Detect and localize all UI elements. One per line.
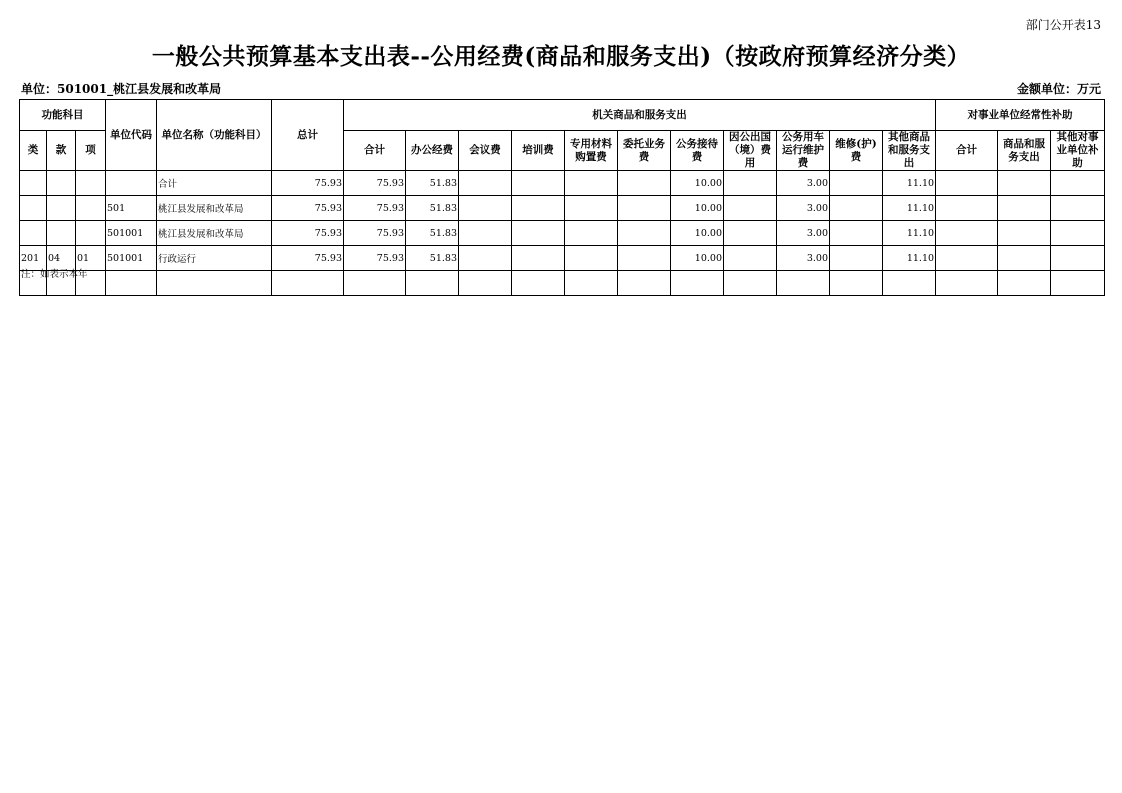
table-row: [20, 246, 1105, 271]
header-row-1: [20, 100, 1105, 131]
header-training: 培训费: [512, 131, 565, 171]
cell-training: [512, 221, 565, 246]
unit-label: 单位：501001_桃江县发展和改革局: [21, 82, 222, 96]
header-unit-code: 单位代码: [106, 100, 157, 171]
cell-materials: [565, 246, 618, 271]
cell-materials: [565, 221, 618, 246]
empty-cell: [406, 271, 459, 296]
cell-other-goods: 11.10: [883, 171, 936, 196]
cell-unit-name: 行政运行: [157, 246, 272, 271]
header-subsidy-group: 对事业单位经常性补助: [936, 100, 1105, 131]
expenditure-table: [19, 99, 1105, 296]
header-meeting: 会议费: [459, 131, 512, 171]
cell-commission: [618, 246, 671, 271]
cell-unit-name: 桃江县发展和改革局: [157, 196, 272, 221]
cell-vehicle: 3.00: [777, 221, 830, 246]
cell-vehicle: 3.00: [777, 171, 830, 196]
cell-total: 75.93: [272, 221, 344, 246]
cell-meeting: [459, 221, 512, 246]
cell-repair: [830, 196, 883, 221]
empty-cell: [565, 271, 618, 296]
form-number-label: 部门公开表13: [1025, 18, 1101, 32]
header-abroad: 因公出国（境）费用: [724, 131, 777, 171]
empty-cell: [777, 271, 830, 296]
cell-other-goods: 11.10: [883, 246, 936, 271]
cell-subtotal: 75.93: [344, 171, 406, 196]
cell-unit-name: 合计: [157, 171, 272, 196]
cell-abroad: [724, 221, 777, 246]
header-reception: 公务接待费: [671, 131, 724, 171]
cell-subtotal: 75.93: [344, 246, 406, 271]
cell-materials: [565, 196, 618, 221]
cell-subsidy-total: [936, 221, 998, 246]
cell-training: [512, 246, 565, 271]
empty-cell: [512, 271, 565, 296]
empty-cell: [157, 271, 272, 296]
header-office: 办公经费: [406, 131, 459, 171]
cell-reception: 10.00: [671, 171, 724, 196]
cell-office: 51.83: [406, 171, 459, 196]
header-subtotal: 合计: [344, 131, 406, 171]
empty-cell: [618, 271, 671, 296]
cell-training: [512, 171, 565, 196]
cell-unit-name: 桃江县发展和改革局: [157, 221, 272, 246]
amount-unit-label: 金额单位：万元: [1016, 82, 1101, 96]
cell-kuan: [47, 171, 76, 196]
cell-xiang: 01: [76, 246, 106, 271]
cell-unit-code: 501: [106, 196, 157, 221]
cell-abroad: [724, 196, 777, 221]
cell-lei: [20, 171, 47, 196]
empty-cell: [344, 271, 406, 296]
cell-office: 51.83: [406, 246, 459, 271]
header-subsidy-other: 其他对事业单位补助: [1051, 131, 1105, 171]
cell-unit-code: 501001: [106, 246, 157, 271]
cell-subsidy-other: [1051, 246, 1105, 271]
page-title: 一般公共预算基本支出表--公用经费(商品和服务支出)（按政府预算经济分类）: [151, 43, 971, 70]
cell-subtotal: 75.93: [344, 221, 406, 246]
cell-total: 75.93: [272, 171, 344, 196]
empty-cell: [671, 271, 724, 296]
cell-commission: [618, 196, 671, 221]
header-subsidy-goods: 商品和服务支出: [998, 131, 1051, 171]
cell-subsidy-total: [936, 246, 998, 271]
header-unit-name: 单位名称（功能科目）: [157, 100, 272, 171]
cell-subsidy-other: [1051, 221, 1105, 246]
header-repair: 维修(护)费: [830, 131, 883, 171]
cell-subsidy-other: [1051, 171, 1105, 196]
cell-abroad: [724, 171, 777, 196]
cell-meeting: [459, 246, 512, 271]
cell-subsidy-total: [936, 171, 998, 196]
empty-cell: [936, 271, 998, 296]
cell-meeting: [459, 196, 512, 221]
cell-reception: 10.00: [671, 246, 724, 271]
cell-other-goods: 11.10: [883, 196, 936, 221]
cell-reception: 10.00: [671, 221, 724, 246]
empty-cell: [106, 271, 157, 296]
empty-cell: [883, 271, 936, 296]
header-materials: 专用材料购置费: [565, 131, 618, 171]
header-subsidy-total: 合计: [936, 131, 998, 171]
truncated-note-cell: [20, 268, 88, 296]
cell-unit-code: [106, 171, 157, 196]
cell-kuan: [47, 221, 76, 246]
cell-subsidy-other: [1051, 196, 1105, 221]
cell-repair: [830, 171, 883, 196]
cell-vehicle: 3.00: [777, 196, 830, 221]
cell-materials: [565, 171, 618, 196]
empty-cell: [459, 271, 512, 296]
table-row-note: [20, 271, 1105, 296]
cell-subsidy-goods: [998, 246, 1051, 271]
empty-cell: [830, 271, 883, 296]
cell-xiang: [76, 221, 106, 246]
cell-meeting: [459, 171, 512, 196]
header-func-subject: 功能科目: [20, 100, 106, 131]
cell-unit-code: 501001: [106, 221, 157, 246]
cell-office: 51.83: [406, 196, 459, 221]
cell-kuan: [47, 196, 76, 221]
cell-subsidy-goods: [998, 196, 1051, 221]
header-total: 总计: [272, 100, 344, 171]
cell-vehicle: 3.00: [777, 246, 830, 271]
cell-subtotal: 75.93: [344, 196, 406, 221]
empty-cell: [998, 271, 1051, 296]
table-row: [20, 196, 1105, 221]
header-vehicle: 公务用车运行维护费: [777, 131, 830, 171]
header-xiang: 项: [76, 131, 106, 171]
cell-kuan: 04: [47, 246, 76, 271]
cell-total: 75.93: [272, 196, 344, 221]
cell-lei: [20, 196, 47, 221]
cell-training: [512, 196, 565, 221]
empty-cell: [272, 271, 344, 296]
cell-other-goods: 11.10: [883, 221, 936, 246]
header-kuan: 款: [47, 131, 76, 171]
cell-xiang: [76, 171, 106, 196]
cell-total: 75.93: [272, 246, 344, 271]
cell-lei: 201: [20, 246, 47, 271]
header-other-goods: 其他商品和服务支出: [883, 131, 936, 171]
cell-reception: 10.00: [671, 196, 724, 221]
cell-lei: [20, 221, 47, 246]
cell-office: 51.83: [406, 221, 459, 246]
empty-cell: [1051, 271, 1105, 296]
truncated-note: 注：如表示本年: [21, 268, 88, 280]
empty-cell: [724, 271, 777, 296]
cell-repair: [830, 246, 883, 271]
cell-subsidy-goods: [998, 221, 1051, 246]
header-org-goods-services: 机关商品和服务支出: [344, 100, 936, 131]
header-commission: 委托业务费: [618, 131, 671, 171]
header-lei: 类: [20, 131, 47, 171]
cell-xiang: [76, 196, 106, 221]
table-row: [20, 171, 1105, 196]
cell-commission: [618, 221, 671, 246]
table-row: [20, 221, 1105, 246]
cell-subsidy-total: [936, 196, 998, 221]
cell-abroad: [724, 246, 777, 271]
cell-repair: [830, 221, 883, 246]
cell-subsidy-goods: [998, 171, 1051, 196]
cell-commission: [618, 171, 671, 196]
